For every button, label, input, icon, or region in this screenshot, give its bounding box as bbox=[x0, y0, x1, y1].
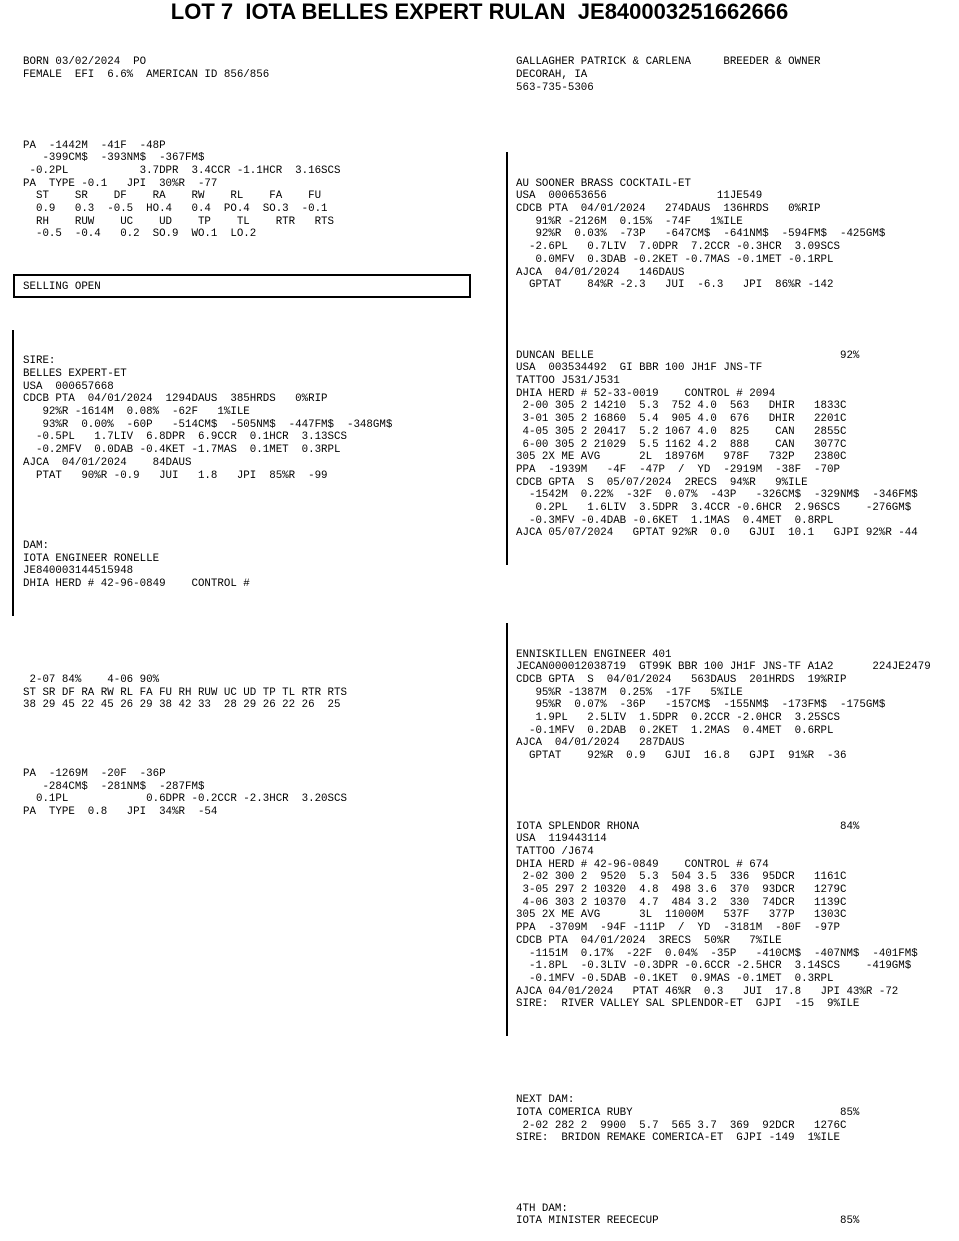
text-line: -1.8PL -0.3LIV -0.3DPR -0.6CCR -2.5HCR 3.14SCS -419GM$ bbox=[516, 960, 912, 973]
dam-classification-scores bbox=[23, 674, 493, 712]
text-line: -399CM$ -393NM$ -367FM$ bbox=[23, 152, 205, 165]
second-grandsire-block bbox=[516, 649, 956, 763]
text-line: BELLES EXPERT-ET bbox=[23, 368, 127, 380]
text-line: DUNCAN BELLE 92% bbox=[516, 349, 860, 362]
sire-section bbox=[23, 330, 493, 616]
second-grandsire-section bbox=[516, 623, 956, 1036]
text-line: USA 003534492 GI BBR 100 JH1F JNS-TF bbox=[516, 362, 763, 375]
text-line: JE840003144515948 bbox=[23, 565, 134, 578]
text-line: GPTAT 84%R -2.3 JUI -6.3 JPI 86%R -142 bbox=[516, 279, 834, 292]
text-line: AJCA 04/01/2024 PTAT 46%R 0.3 JUI 17.8 JPI 43%R -72 bbox=[516, 985, 899, 998]
text-line: 2-02 300 2 9520 5.3 504 3.5 336 95DCR 1161C bbox=[516, 871, 847, 884]
text-line: USA 000653656 11JE549 bbox=[516, 190, 763, 203]
text-line: TATTOO /J674 bbox=[516, 846, 594, 858]
text-line: 3-05 297 2 10320 4.8 498 3.6 370 93DCR 1279C bbox=[516, 884, 847, 897]
granddam-block bbox=[516, 350, 956, 540]
text-line: 91%R -2126M 0.15% -74F 1%ILE bbox=[516, 215, 743, 228]
text-line: 1.9PL 2.5LIV 1.5DPR 0.2CCR -2.0HCR 3.25SCS bbox=[516, 712, 840, 725]
text-line: -0.3MFV -0.4DAB -0.6KET 1.1MAS 0.4MET 0.8RPL bbox=[516, 514, 834, 527]
text-line: 93%R 0.00% -60P -514CM$ -505NM$ -447FM$ -348GM$ bbox=[23, 418, 393, 431]
text-line: DHIA HERD # 52-33-0019 CONTROL # 2094 bbox=[516, 387, 776, 400]
text-line: AJCA 04/01/2024 84DAUS bbox=[23, 456, 192, 469]
selling-open-box bbox=[13, 274, 471, 298]
text-line: -1151M 0.17% -22F 0.04% -35P -410CM$ -407NM$ -401FM$ bbox=[516, 947, 918, 960]
text-line: AU SOONER BRASS COCKTAIL-ET bbox=[516, 177, 691, 190]
text-line: 4TH DAM: bbox=[516, 1202, 568, 1215]
text-line: DHIA HERD # 42-96-0849 CONTROL # bbox=[23, 578, 250, 591]
text-line: SIRE: bbox=[23, 355, 56, 368]
text-line: USA 119443114 bbox=[516, 833, 607, 846]
text-line: -0.1MFV -0.5DAB -0.1KET 0.9MAS -0.1MET 0.3RPL bbox=[516, 972, 834, 985]
text-line: AJCA 04/01/2024 146DAUS bbox=[516, 266, 685, 279]
text-line: USA 000657668 bbox=[23, 380, 114, 393]
text-line: JECAN000012038719 GT99K BBR 100 JH1F JNS-TF A1A2 224JE2479 bbox=[516, 661, 931, 674]
text-line: AJCA 05/07/2024 GPTAT 92%R 0.0 GJUI 10.1 GJPI 92%R -44 bbox=[516, 527, 918, 540]
text-line: CDCB GPTA S 04/01/2024 563DAUS 201HRDS 19%RIP bbox=[516, 674, 847, 686]
text-line: NEXT DAM: bbox=[516, 1094, 575, 1107]
text-line: 305 2X ME AVG 2L 18976M 978F 732P 2380C bbox=[516, 451, 847, 464]
text-line: DAM: bbox=[23, 540, 49, 552]
text-line: DECORAH, IA bbox=[516, 69, 588, 82]
text-line: 4-06 303 2 10370 4.7 484 3.2 330 74DCR 1139C bbox=[516, 896, 847, 909]
text-line: DHIA HERD # 42-96-0849 CONTROL # 674 bbox=[516, 858, 769, 871]
text-line: TATTOO J531/J531 bbox=[516, 375, 620, 388]
text-line: 563-735-5306 bbox=[516, 81, 594, 94]
text-line: 2-02 282 2 9900 5.7 565 3.7 369 92DCR 1276C bbox=[516, 1119, 847, 1132]
text-line: 0.0MFV 0.3DAB -0.2KET -0.7MAS -0.1MET -0.1RPL bbox=[516, 253, 834, 266]
text-line: SIRE: BRIDON REMAKE COMERICA-ET GJPI -149 1%ILE bbox=[516, 1132, 840, 1145]
text-line: PA TYPE 0.8 JPI 34%R -54 bbox=[23, 805, 218, 818]
text-line: PA -1442M -41F -48P bbox=[23, 139, 166, 152]
text-line: -0.2MFV 0.0DAB -0.4KET -1.7MAS 0.1MET 0.3RPL bbox=[23, 444, 341, 457]
text-line: ENNISKILLEN ENGINEER 401 bbox=[516, 648, 672, 661]
left-column bbox=[23, 31, 493, 831]
text-line: CDCB PTA 04/01/2024 274DAUS 136HRDS 0%RIP bbox=[516, 203, 821, 216]
text-line: -0.5 -0.4 0.2 SO.9 WO.1 LO.2 bbox=[23, 228, 257, 241]
text-line: 95%R 0.07% -36P -157CM$ -155NM$ -173FM$ -175GM$ bbox=[516, 699, 886, 712]
text-line: ST SR DF RA RW RL FA FU RH RUW UC UD TP TL RTR RTS bbox=[23, 686, 347, 699]
text-line: IOTA MINISTER REECECUP 85% bbox=[516, 1215, 860, 1228]
great-granddam-block bbox=[516, 821, 956, 1011]
text-line: 6-00 305 2 21029 5.5 1162 4.2 888 CAN 3077C bbox=[516, 438, 847, 451]
text-line: 0.2PL 1.6LIV 3.5DPR 3.4CCR -0.6HCR 2.96SCS -276GM$ bbox=[516, 501, 912, 514]
text-line: 95%R -1387M 0.25% -17F 5%ILE bbox=[516, 686, 743, 699]
text-line: BORN 03/02/2024 PO bbox=[23, 56, 147, 69]
right-column bbox=[516, 31, 956, 1241]
text-line: -0.2PL 3.7DPR 3.4CCR -1.1HCR 3.16SCS bbox=[23, 164, 341, 177]
text-line: PPA -3709M -94F -111P / YD -3181M -80F -97P bbox=[516, 922, 840, 935]
text-line: AJCA 04/01/2024 287DAUS bbox=[516, 737, 685, 750]
text-line: RH RUW UC UD TP TL RTR RTS bbox=[23, 215, 335, 228]
next-dam-block bbox=[516, 1094, 956, 1145]
parent-average-block bbox=[23, 140, 493, 242]
maternal-grandsire-block bbox=[516, 178, 956, 292]
text-line: -0.1MFV 0.2DAB 0.2KET 1.2MAS 0.4MET 0.6RPL bbox=[516, 724, 834, 737]
text-line: IOTA SPLENDOR RHONA 84% bbox=[516, 820, 860, 833]
text-line: 2-07 84% 4-06 90% bbox=[23, 673, 160, 686]
selling-open-label: SELLING OPEN bbox=[23, 280, 101, 293]
fourth-dam-block bbox=[516, 1203, 956, 1228]
text-line: 2-00 305 2 14210 5.3 752 4.0 563 DHIR 1833C bbox=[516, 400, 847, 413]
text-line: GPTAT 92%R 0.9 GJUI 16.8 GJPI 91%R -36 bbox=[516, 750, 847, 763]
text-line: FEMALE EFI 6.6% AMERICAN ID 856/856 bbox=[23, 69, 270, 82]
text-line: SIRE: RIVER VALLEY SAL SPLENDOR-ET GJPI -15 9%ILE bbox=[516, 998, 860, 1011]
text-line: ST SR DF RA RW RL FA FU bbox=[23, 190, 322, 203]
text-line: -1542M 0.22% -32F 0.07% -43P -326CM$ -329NM$ -346FM$ bbox=[516, 489, 918, 502]
text-line: -2.6PL 0.7LIV 7.0DPR 7.2CCR -0.3HCR 3.09SCS bbox=[516, 241, 840, 254]
text-line: 38 29 45 22 45 26 29 38 42 33 28 29 26 22 26 25 bbox=[23, 699, 341, 712]
text-line: PPA -1939M -4F -47P / YD -2919M -38F -70P bbox=[516, 463, 840, 476]
lot-title: LOT 7 IOTA BELLES EXPERT RULAN JE840003251662666 bbox=[170, 0, 789, 24]
dam-block bbox=[23, 540, 493, 591]
text-line: GALLAGHER PATRICK & CARLENA BREEDER & OWNER bbox=[516, 56, 821, 69]
text-line: -284CM$ -281NM$ -287FM$ bbox=[23, 780, 205, 793]
text-line: 3-01 305 2 16860 5.4 905 4.0 676 DHIR 2201C bbox=[516, 413, 847, 426]
text-line: CDCB PTA 04/01/2024 3RECS 50%R 7%ILE bbox=[516, 934, 782, 947]
sire-block bbox=[23, 355, 493, 482]
text-line: 305 2X ME AVG 3L 11000M 537F 377P 1303C bbox=[516, 909, 847, 922]
maternal-grandsire-section bbox=[516, 152, 956, 565]
text-line: 0.9 0.3 -0.5 HO.4 0.4 PO.4 SO.3 -0.1 bbox=[23, 203, 328, 216]
text-line: CDCB GPTA S 05/07/2024 2RECS 94%R 9%ILE bbox=[516, 476, 808, 489]
text-line: 0.1PL 0.6DPR -0.2CCR -2.3HCR 3.20SCS bbox=[23, 793, 347, 806]
text-line: 92%R 0.03% -73P -647CM$ -641NM$ -594FM$ -425GM$ bbox=[516, 228, 886, 241]
text-line: PTAT 90%R -0.9 JUI 1.8 JPI 85%R -99 bbox=[23, 469, 328, 482]
text-line: PA TYPE -0.1 JPI 30%R -77 bbox=[23, 177, 218, 190]
dam-parent-average bbox=[23, 768, 493, 819]
text-line: CDCB PTA 04/01/2024 1294DAUS 385HRDS 0%RIP bbox=[23, 393, 328, 406]
text-line: PA -1269M -20F -36P bbox=[23, 767, 166, 780]
text-line: IOTA ENGINEER RONELLE bbox=[23, 552, 160, 565]
text-line: 92%R -1614M 0.08% -62F 1%ILE bbox=[23, 406, 250, 419]
owner-block bbox=[516, 56, 956, 94]
text-line: -0.5PL 1.7LIV 6.8DPR 6.9CCR 0.1HCR 3.13SCS bbox=[23, 431, 347, 444]
text-line: IOTA COMERICA RUBY 85% bbox=[516, 1106, 860, 1119]
animal-header bbox=[23, 56, 493, 81]
text-line: 4-05 305 2 20417 5.2 1067 4.0 825 CAN 2855C bbox=[516, 425, 847, 438]
